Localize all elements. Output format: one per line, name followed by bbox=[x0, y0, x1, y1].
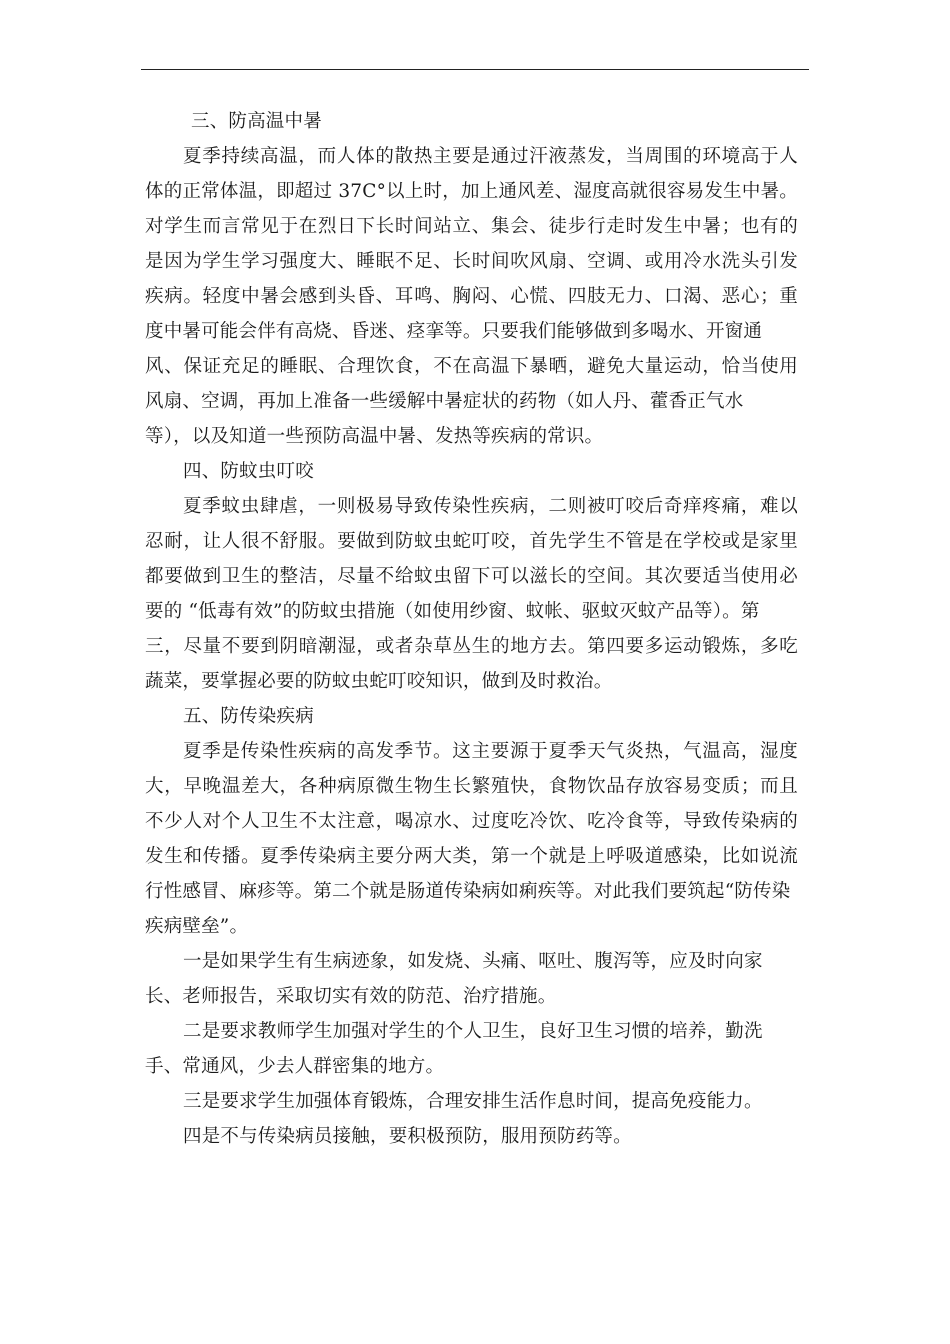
body-text-line: 体的正常体温，即超过 37C°以上时，加上通风差、湿度高就很容易发生中暑。 bbox=[145, 181, 798, 202]
body-text-line: 夏季蚊虫肆虐，一则极易导致传染性疾病，二则被叮咬后奇痒疼痛，难以 bbox=[183, 496, 798, 517]
body-text-line: 度中暑可能会伴有高烧、昏迷、痉挛等。只要我们能够做到多喝水、开窗通 bbox=[145, 321, 763, 342]
body-text-line: 等），以及知道一些预防高温中暑、发热等疾病的常识。 bbox=[145, 426, 604, 447]
section-heading-mosquito-bites: 四、防蚊虫叮咬 bbox=[183, 461, 314, 482]
body-text-line: 疾病壁垒”。 bbox=[145, 916, 249, 937]
body-text-line: 对学生而言常见于在烈日下长时间站立、集会、徒步行走时发生中暑；也有的 bbox=[145, 216, 798, 237]
body-text-line: 风、保证充足的睡眠、合理饮食，不在高温下暴晒，避免大量运动，恰当使用 bbox=[145, 356, 798, 377]
body-text-line: 是因为学生学习强度大、睡眠不足、长时间吹风扇、空调、或用冷水洗头引发 bbox=[145, 251, 798, 272]
section-heading-infectious-disease: 五、防传染疾病 bbox=[183, 706, 314, 727]
section-heading-heat-stroke: 三、防高温中暑 bbox=[191, 111, 322, 132]
body-text-line: 都要做到卫生的整洁，尽量不给蚊虫留下可以滋长的空间。其次要适当使用必 bbox=[145, 566, 798, 587]
body-text-line: 忍耐，让人很不舒服。要做到防蚊虫蛇叮咬，首先学生不管是在学校或是家里 bbox=[145, 531, 798, 552]
body-text-line: 大，早晚温差大，各种病原微生物生长繁殖快，食物饮品存放容易变质；而且 bbox=[145, 776, 798, 797]
body-text-line: 疾病。轻度中暑会感到头昏、耳鸣、胸闷、心慌、四肢无力、口渴、恶心；重 bbox=[145, 286, 798, 307]
body-text-line: 夏季持续高温，而人体的散热主要是通过汗液蒸发，当周围的环境高于人 bbox=[183, 146, 798, 167]
body-text-line: 不少人对个人卫生不太注意，喝凉水、过度吃冷饮、吃冷食等，导致传染病的 bbox=[145, 811, 798, 832]
list-item-text: 二是要求教师学生加强对学生的个人卫生，良好卫生习惯的培养，勤洗 bbox=[183, 1021, 763, 1042]
list-item-text: 手、常通风，少去人群密集的地方。 bbox=[145, 1056, 445, 1077]
list-item-text: 一是如果学生有生病迹象，如发烧、头痛、呕吐、腹泻等，应及时向家 bbox=[183, 951, 763, 972]
body-text-line: 风扇、空调，再加上准备一些缓解中暑症状的药物（如人丹、藿香正气水 bbox=[145, 391, 744, 412]
list-item-text: 三是要求学生加强体育锻炼，合理安排生活作息时间，提高免疫能力。 bbox=[183, 1091, 763, 1112]
body-text-line: 行性感冒、麻疹等。第二个就是肠道传染病如痢疾等。对此我们要筑起“防传染 bbox=[145, 881, 791, 902]
body-text-line: 蔬菜，要掌握必要的防蚊虫蛇叮咬知识，做到及时救治。 bbox=[145, 671, 613, 692]
body-text-line: 夏季是传染性疾病的高发季节。这主要源于夏季天气炎热，气温高，湿度 bbox=[183, 741, 798, 762]
header-rule bbox=[141, 69, 809, 70]
body-text-line: 要的 “低毒有效”的防蚊虫措施（如使用纱窗、蚊帐、驱蚊灭蚊产品等）。第 bbox=[145, 601, 760, 622]
body-text-line: 三，尽量不要到阴暗潮湿，或者杂草丛生的地方去。第四要多运动锻炼，多吃 bbox=[145, 636, 798, 657]
body-text-line: 发生和传播。夏季传染病主要分两大类，第一个就是上呼吸道感染，比如说流 bbox=[145, 846, 798, 867]
list-item-text: 四是不与传染病员接触，要积极预防，服用预防药等。 bbox=[183, 1126, 632, 1147]
list-item-text: 长、老师报告，采取切实有效的防范、治疗措施。 bbox=[145, 986, 557, 1007]
